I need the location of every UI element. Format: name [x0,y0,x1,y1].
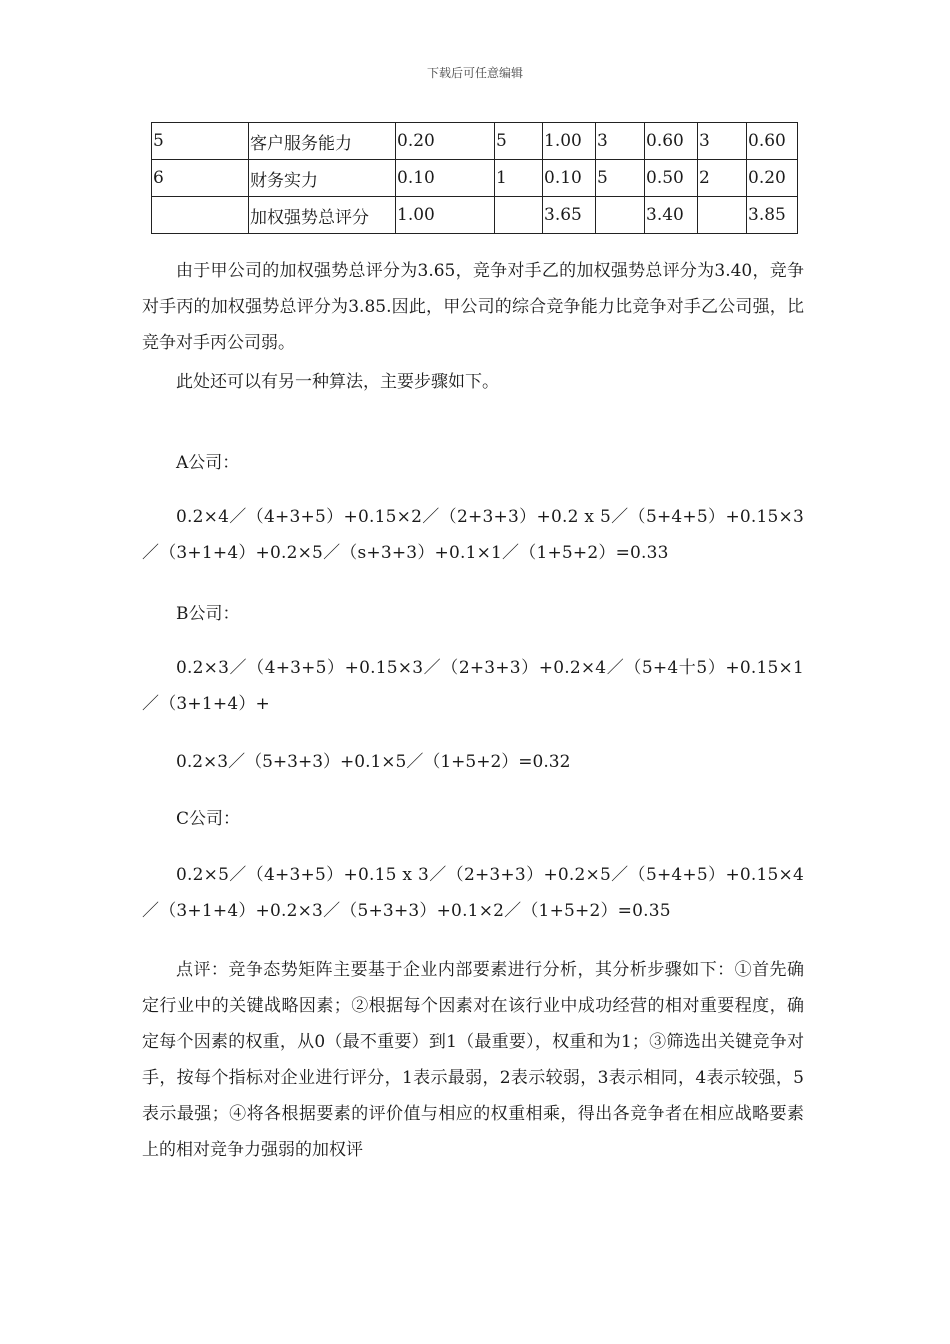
label-company-b: B公司： [176,604,240,624]
table-cell: 1.00 [396,197,495,234]
table-cell [596,197,645,234]
table-cell: 加权强势总评分 [249,197,396,234]
table-row-total [152,197,798,234]
page-header: 下载后可任意编辑 [426,66,523,80]
table-cell: 3.65 [543,197,596,234]
table-cell: 5 [596,160,645,197]
paragraph-conclusion: 由于甲公司的加权强势总评分为3.65，竞争对手乙的加权强势总评分为3.40，竞争对手丙的加权强势总评分为3.85.因此，甲公司的综合竞争能力比竞争对手乙公司强，比竞争对手丙公司弱。 [142,261,804,353]
table-cell: 5 [152,123,249,160]
table-cell: 1.00 [543,123,596,160]
table-cell: 3 [698,123,747,160]
table-cell: 0.20 [747,160,798,197]
formula-company-a: 0.2×4／（4+3+5）+0.15×2／（2+3+3）+0.2 x 5／（5+4+5）+0.15×3／（3+1+4）+0.2×5／（s+3+3）+0.1×1／（1+5+2）=0.33 [142,507,804,563]
table-cell: 3.40 [645,197,698,234]
score-table [151,122,798,234]
label-company-a: A公司： [176,453,240,473]
paragraph-comment: 点评：竞争态势矩阵主要基于企业内部要素进行分析，其分析步骤如下：①首先确定行业中的关键战略因素；②根据每个因素对在该行业中成功经营的相对重要程度，确定每个因素的权重，从0（最不重要）到1（最重要），权重和为1；③筛选出关键竞争对手，按每个指标对企业进行评分，1表示最弱，2表示较弱，3表示相同，4表示较强，5表示最强；④将各根据要素的评价值与相应的权重相乘，得出各竞争者在相应战略要素上的相对竞争力强弱的加权评 [142,960,804,1160]
table-cell: 3 [596,123,645,160]
label-company-c: C公司： [176,809,241,829]
table-cell: 0.20 [396,123,495,160]
formula-company-b-line2: 0.2×3／（5+3+3）+0.1×5／（1+5+2）=0.32 [176,752,571,772]
table-cell: 0.10 [396,160,495,197]
formula-company-c: 0.2×5／（4+3+5）+0.15 x 3／（2+3+3）+0.2×5／（5+4+5）+0.15×4／（3+1+4）+0.2×3／（5+3+3）+0.1×2／（1+5+2）=0.35 [142,865,804,921]
table-row [152,160,798,197]
table-cell: 0.50 [645,160,698,197]
table-row [152,123,798,160]
table-cell: 0.10 [543,160,596,197]
table-cell: 6 [152,160,249,197]
table-cell: 0.60 [747,123,798,160]
table-cell: 财务实力 [249,160,396,197]
table-cell: 2 [698,160,747,197]
table-cell: 0.60 [645,123,698,160]
table-cell: 5 [495,123,543,160]
table-cell: 1 [495,160,543,197]
formula-company-b-line1: 0.2×3／（4+3+5）+0.15×3／（2+3+3）+0.2×4／（5+4十5）+0.15×1／（3+1+4）+ [142,658,804,714]
table-cell [495,197,543,234]
table-cell [698,197,747,234]
table-cell: 客户服务能力 [249,123,396,160]
paragraph-alt-method: 此处还可以有另一种算法，主要步骤如下。 [176,372,499,392]
table-cell: 3.85 [747,197,798,234]
table-cell [152,197,249,234]
